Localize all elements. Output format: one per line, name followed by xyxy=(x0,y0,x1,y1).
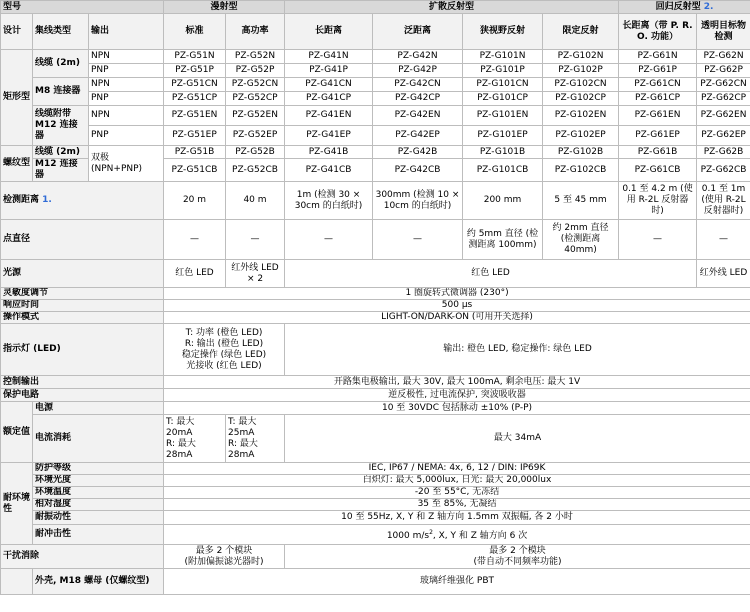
material-value: 玻璃纤维强化 PBT xyxy=(164,569,750,595)
model-cell: PZ-G62B xyxy=(697,146,750,159)
model-cell: PZ-G52EN xyxy=(226,106,285,126)
env-row-label: 相对湿度 xyxy=(33,499,164,511)
current-line: 25mA xyxy=(228,427,255,438)
model-cell: PZ-G101CN xyxy=(463,78,543,92)
model-cell: PZ-G62EN xyxy=(697,106,750,126)
current-line: T: 最大 xyxy=(228,416,257,427)
model-cell: PZ-G41P xyxy=(285,64,373,78)
current-line: R: 最大 xyxy=(166,438,196,449)
model-cell: PZ-G42CP xyxy=(373,92,463,106)
model-cell: PZ-G42EP xyxy=(373,126,463,146)
spot-cell: 约 5mm 直径 (检测距离 100mm) xyxy=(463,220,543,260)
hdr-retro-long: 长距离（带 P. R. O. 功能） xyxy=(619,14,697,50)
current-line: 28mA xyxy=(166,449,193,460)
out-npn: NPN xyxy=(89,50,164,64)
hdr-transparent: 透明目标物检测 xyxy=(697,14,750,50)
model-cell: PZ-G41CN xyxy=(285,78,373,92)
env-row-value: 35 至 85%, 无凝结 xyxy=(164,499,750,511)
model-cell: PZ-G41B xyxy=(285,146,373,159)
model-cell: PZ-G102B xyxy=(543,146,619,159)
spot-cell: — xyxy=(619,220,697,260)
env-row-label: 环境光度 xyxy=(33,475,164,487)
hdr-standard: 标准 xyxy=(164,14,226,50)
hdr-long-distance: 长距离 xyxy=(285,14,373,50)
env-row-value: IEC, IP67 / NEMA: 4x, 6, 12 / DIN: IP69K xyxy=(164,463,750,475)
model-cell: PZ-G52CN xyxy=(226,78,285,92)
model-cell: PZ-G51B xyxy=(164,146,226,159)
detect-cell: 20 m xyxy=(164,182,226,220)
model-cell: PZ-G52CB xyxy=(226,159,285,182)
env-label: 耐环境性 xyxy=(1,463,33,545)
model-cell: PZ-G61B xyxy=(619,146,697,159)
ind-line: T: 功率 (橙色 LED) xyxy=(185,327,263,338)
model-cell: PZ-G51N xyxy=(164,50,226,64)
interf-right xyxy=(285,545,750,569)
light-ir-right: 红外线 LED xyxy=(697,260,750,288)
cat-cyl: 螺纹型 xyxy=(1,146,33,182)
interf-left xyxy=(164,545,285,569)
model-cell: PZ-G61N xyxy=(619,50,697,64)
model-cell: PZ-G52CP xyxy=(226,92,285,106)
model-cell: PZ-G41EP xyxy=(285,126,373,146)
hdr-wide: 泛距离 xyxy=(373,14,463,50)
model-cell: PZ-G101P xyxy=(463,64,543,78)
ind-right: 输出: 橙色 LED, 稳定操作: 绿色 LED xyxy=(285,324,750,376)
resp-value: 500 μs xyxy=(164,300,750,312)
model-cell: PZ-G102CB xyxy=(543,159,619,182)
cat-m8: M8 连接器 xyxy=(33,78,89,106)
prot-label: 保护电路 xyxy=(1,389,164,402)
light-red: 红色 LED xyxy=(164,260,226,288)
spot-cell: — xyxy=(226,220,285,260)
model-cell: PZ-G101EP xyxy=(463,126,543,146)
model-cell: PZ-G41N xyxy=(285,50,373,64)
interf-line: (带自动不同频率功能) xyxy=(473,556,562,567)
model-cell: PZ-G102P xyxy=(543,64,619,78)
current-high-power xyxy=(226,415,285,463)
retro-note-link[interactable]: 2. xyxy=(703,1,714,12)
out-bipolar: 双极 (NPN+PNP) xyxy=(89,146,164,182)
model-cell: PZ-G101EN xyxy=(463,106,543,126)
spot-cell: — xyxy=(373,220,463,260)
hdr-expanded: 扩散反射型 xyxy=(285,1,619,14)
hdr-cable-type: 集线类型 xyxy=(33,14,89,50)
detect-cell: 0.1 至 4.2 m (使用 R-2L 反射器时) xyxy=(619,182,697,220)
model-cell: PZ-G51EP xyxy=(164,126,226,146)
detect-note-link[interactable]: 1. xyxy=(42,195,52,205)
model-cell: PZ-G42CN xyxy=(373,78,463,92)
ind-label: 指示灯 (LED) xyxy=(1,324,164,376)
model-cell: PZ-G61CN xyxy=(619,78,697,92)
current-line: 28mA xyxy=(228,449,255,460)
light-ir: 红外线 LED × 2 xyxy=(226,260,285,288)
ind-line: R: 输出 (橙色 LED) xyxy=(184,338,264,349)
hdr-model: 型号 xyxy=(1,1,164,14)
interf-line: (附加偏振滤光器时) xyxy=(184,556,264,567)
spot-cell: — xyxy=(697,220,750,260)
model-cell: PZ-G101CB xyxy=(463,159,543,182)
out-npn: NPN xyxy=(89,78,164,92)
cat-cable2m: 线缆 (2m) xyxy=(33,146,89,159)
model-cell: PZ-G61CB xyxy=(619,159,697,182)
model-cell: PZ-G102EP xyxy=(543,126,619,146)
spot-cell: 约 2mm 直径 (检测距离 40mm) xyxy=(543,220,619,260)
ctrl-label: 控制输出 xyxy=(1,376,164,389)
light-label: 光源 xyxy=(1,260,164,288)
model-cell: PZ-G61EP xyxy=(619,126,697,146)
ind-left xyxy=(164,324,285,376)
out-pnp: PNP xyxy=(89,92,164,106)
sens-label: 灵敏度调节 xyxy=(1,288,164,300)
mode-label: 操作模式 xyxy=(1,312,164,324)
model-cell: PZ-G41CP xyxy=(285,92,373,106)
model-cell: PZ-G41CB xyxy=(285,159,373,182)
hdr-diffuse: 漫射型 xyxy=(164,1,285,14)
detect-cell: 0.1 至 1m (使用 R-2L 反射器时) xyxy=(697,182,750,220)
current-standard xyxy=(164,415,226,463)
interf-line: 最多 2 个模块 xyxy=(195,545,253,556)
env-row-label: 防护等级 xyxy=(33,463,164,475)
model-cell: PZ-G101CP xyxy=(463,92,543,106)
cat-cable2m: 线缆 (2m) xyxy=(33,50,89,78)
model-cell: PZ-G62CP xyxy=(697,92,750,106)
interf-line: 最多 2 个模块 xyxy=(489,545,546,556)
mode-value: LIGHT-ON/DARK-ON (可用开关选择) xyxy=(164,312,750,324)
rated-label: 额定值 xyxy=(1,402,33,463)
model-cell: PZ-G42N xyxy=(373,50,463,64)
env-row-label: 环境温度 xyxy=(33,487,164,499)
current-line: 20mA xyxy=(166,427,193,438)
hdr-high-power: 高功率 xyxy=(226,14,285,50)
spot-label: 点直径 xyxy=(1,220,164,260)
model-cell: PZ-G61P xyxy=(619,64,697,78)
rated-power-label: 电源 xyxy=(33,402,164,415)
model-cell: PZ-G41EN xyxy=(285,106,373,126)
interf-label: 干扰消除 xyxy=(1,545,164,569)
ind-line: 稳定操作 (绿色 LED) xyxy=(181,349,267,360)
detect-cell: 1m (检测 30 × 30cm 的白纸时) xyxy=(285,182,373,220)
current-rest: 最大 34mA xyxy=(285,415,750,463)
prot-value: 逆反极性, 过电流保护, 突波吸收器 xyxy=(164,389,750,402)
model-cell: PZ-G61EN xyxy=(619,106,697,126)
out-pnp: PNP xyxy=(89,64,164,78)
detect-label: 检测距离 1. xyxy=(1,182,164,220)
cat-cable-m12: 线缆附带 M12 连接器 xyxy=(33,106,89,146)
ctrl-value: 开路集电极输出, 最大 30V, 最大 100mA, 剩余电压: 最大 1V xyxy=(164,376,750,389)
model-cell: PZ-G51P xyxy=(164,64,226,78)
hdr-retro: 回归反射型 2. xyxy=(619,1,750,14)
model-cell: PZ-G62EP xyxy=(697,126,750,146)
hdr-limited: 限定反射 xyxy=(543,14,619,50)
model-cell: PZ-G51CB xyxy=(164,159,226,182)
rated-current-label: 电流消耗 xyxy=(33,415,164,463)
rated-power-value: 10 至 30VDC 包括脉动 ±10% (P-P) xyxy=(164,402,750,415)
model-cell: PZ-G51EN xyxy=(164,106,226,126)
cat-rect: 矩形型 xyxy=(1,50,33,146)
detect-cell: 5 至 45 mm xyxy=(543,182,619,220)
model-cell: PZ-G102EN xyxy=(543,106,619,126)
hdr-output: 输出 xyxy=(89,14,164,50)
model-cell: PZ-G51CP xyxy=(164,92,226,106)
hdr-narrow: 狭视野反射 xyxy=(463,14,543,50)
model-cell: PZ-G52B xyxy=(226,146,285,159)
model-cell: PZ-G102CP xyxy=(543,92,619,106)
spot-cell: — xyxy=(164,220,226,260)
model-cell: PZ-G62N xyxy=(697,50,750,64)
material-label: 外壳, M18 螺母 (仅螺纹型) xyxy=(33,569,164,595)
current-line: R: 最大 xyxy=(228,438,258,449)
sens-value: 1 圈旋转式微调器 (230°) xyxy=(164,288,750,300)
model-cell: PZ-G102CN xyxy=(543,78,619,92)
light-red-mid: 红色 LED xyxy=(285,260,697,288)
model-cell: PZ-G62CN xyxy=(697,78,750,92)
detect-cell: 200 mm xyxy=(463,182,543,220)
env-row-label: 耐振动性 xyxy=(33,511,164,525)
detect-cell: 300mm (检测 10 × 10cm 的白纸时) xyxy=(373,182,463,220)
hdr-design: 设计 xyxy=(1,14,33,50)
shock-label: 耐冲击性 xyxy=(33,525,164,545)
model-cell: PZ-G62CB xyxy=(697,159,750,182)
cat-m12: M12 连接器 xyxy=(33,159,89,182)
model-cell: PZ-G101B xyxy=(463,146,543,159)
env-row-value: 10 至 55Hz, X, Y 和 Z 轴方向 1.5mm 双振幅, 各 2 小时 xyxy=(164,511,750,525)
resp-label: 响应时间 xyxy=(1,300,164,312)
out-npn: NPN xyxy=(89,106,164,126)
shock-value: 1000 $m/s^2$, X, Y 和 Z 轴方向 6 次 xyxy=(164,525,750,545)
model-cell: PZ-G52EP xyxy=(226,126,285,146)
env-row-value: -20 至 55°C, 无冻结 xyxy=(164,487,750,499)
model-cell: PZ-G61CP xyxy=(619,92,697,106)
model-cell: PZ-G42CB xyxy=(373,159,463,182)
model-cell: PZ-G42P xyxy=(373,64,463,78)
model-cell: PZ-G52N xyxy=(226,50,285,64)
model-cell: PZ-G52P xyxy=(226,64,285,78)
model-cell: PZ-G42EN xyxy=(373,106,463,126)
spot-cell: — xyxy=(285,220,373,260)
env-row-value: 白炽灯: 最大 5,000lux, 日光: 最大 20,000lux xyxy=(164,475,750,487)
current-line: T: 最大 xyxy=(166,416,195,427)
ind-line: 光接收 (红色 LED) xyxy=(186,360,262,371)
model-cell: PZ-G51CN xyxy=(164,78,226,92)
out-pnp: PNP xyxy=(89,126,164,146)
model-cell: PZ-G42B xyxy=(373,146,463,159)
model-cell: PZ-G101N xyxy=(463,50,543,64)
detect-cell: 40 m xyxy=(226,182,285,220)
model-cell: PZ-G102N xyxy=(543,50,619,64)
model-cell: PZ-G62P xyxy=(697,64,750,78)
material-spacer xyxy=(1,569,33,595)
